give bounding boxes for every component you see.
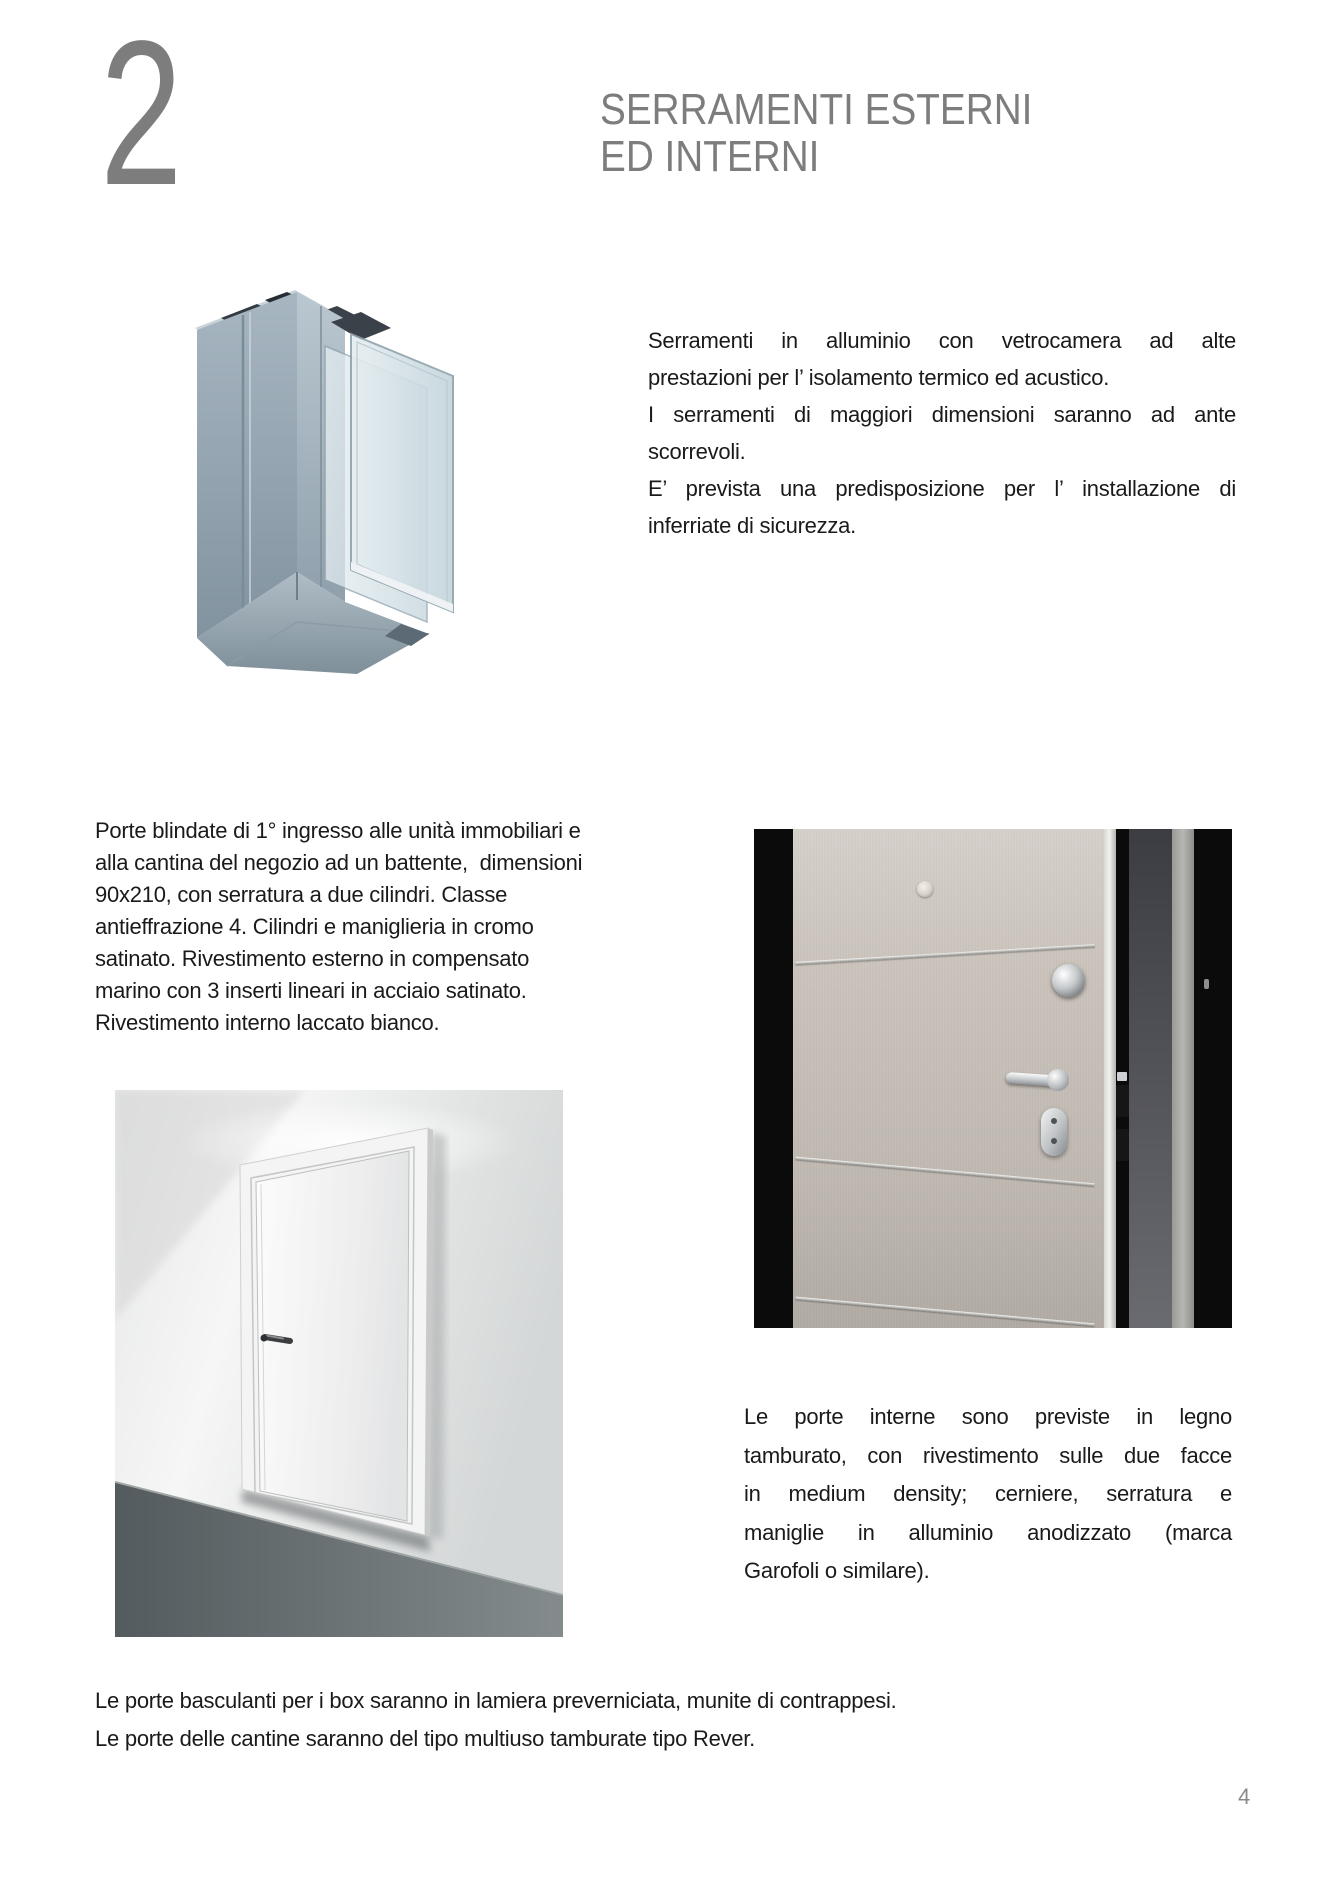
lock-bolt	[1116, 1085, 1129, 1117]
handle-rosette	[1047, 1069, 1069, 1091]
chapter-number: 2	[100, 0, 183, 228]
text-line: Rivestimento interno laccato bianco.	[95, 1010, 440, 1035]
text-line: 90x210, con serratura a due cilindri. Classe	[95, 882, 508, 907]
armored-door-figure	[754, 829, 1232, 1328]
lock-escutcheon	[1041, 1108, 1067, 1156]
text-line: Serramenti in alluminio con vetrocamera ad alte	[648, 328, 1236, 353]
text-line: Le porte basculanti per i box saranno in lamiera preverniciata, munite di contrappesi.	[95, 1688, 897, 1713]
text-line: scorrevoli.	[648, 439, 746, 464]
text-line: in medium density; cerniere, serratura e	[744, 1481, 1232, 1506]
text-line: Le porte interne sono previste in legno	[744, 1404, 1232, 1429]
section-title	[600, 86, 1032, 180]
section-title-line1: SERRAMENTI ESTERNI	[600, 85, 1033, 134]
cylinder-knob	[1052, 964, 1085, 997]
text-line: alla cantina del negozio ad un battente, dimensioni	[95, 850, 583, 875]
text-line: inferriate di sicurezza.	[648, 513, 856, 538]
paragraph-porte-blindate	[95, 815, 735, 1039]
door-leaf	[256, 1151, 409, 1521]
strike-plate	[1117, 1072, 1127, 1081]
lock-bolt	[1116, 1129, 1129, 1161]
window-profile-figure	[165, 270, 470, 678]
section-title-line2: ED INTERNI	[600, 132, 820, 181]
text-line: I serramenti di maggiori dimensioni saranno ad ante	[648, 402, 1236, 427]
text-line: E’ prevista una predisposizione per l’ installazione di	[648, 476, 1236, 501]
text-line: prestazioni per l’ isolamento termico ed acustico.	[648, 365, 1110, 390]
paragraph-porte-interne	[744, 1398, 1232, 1591]
door-edge	[1104, 829, 1116, 1328]
paragraph-serramenti	[648, 322, 1236, 544]
page-number: 4	[1238, 1784, 1251, 1809]
interior-door-figure	[115, 1090, 563, 1637]
text-line: Porte blindate di 1° ingresso alle unità immobiliari e	[95, 818, 581, 843]
door-frame-shadow-panel	[1129, 829, 1172, 1328]
hinge-detail	[1204, 979, 1209, 989]
text-line: antieffrazione 4. Cilindri e maniglieria in cromo	[95, 914, 534, 939]
text-line: maniglie in alluminio anodizzato (marca	[744, 1519, 1232, 1545]
peephole	[917, 881, 933, 897]
text-line: Le porte delle cantine saranno del tipo multiuso tamburate tipo Rever.	[95, 1726, 756, 1751]
paragraph-porte-basculanti	[95, 1682, 1255, 1758]
text-line: Garofoli o similare).	[744, 1558, 930, 1583]
text-line: marino con 3 inserti lineari in acciaio satinato.	[95, 978, 527, 1003]
door-frame-strip	[1172, 829, 1194, 1328]
text-line: satinato. Rivestimento esterno in compensato	[95, 946, 530, 971]
text-line: tamburato, con rivestimento sulle due facce	[744, 1442, 1232, 1468]
